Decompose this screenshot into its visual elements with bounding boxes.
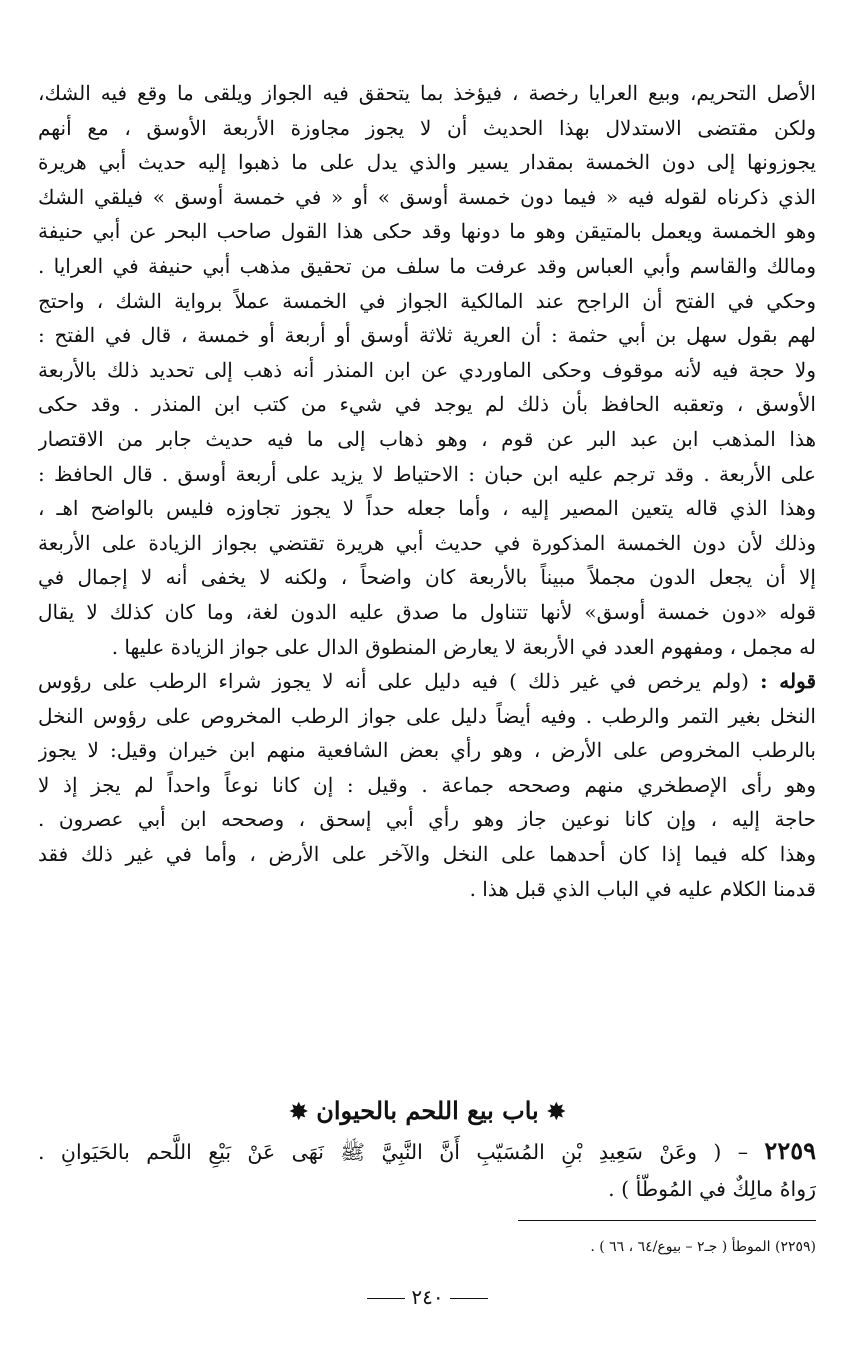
text-line: قدمنا الكلام عليه في الباب الذي قبل هذا . [469, 876, 816, 901]
page-dash-right [450, 1298, 488, 1299]
text-line: ولا حجة فيه لأنه موقوف وحكى الماوردي عن ابن المنذر أنه ذهب إلى تحديد ذلك بالأربعة [38, 357, 816, 382]
hadith-block [38, 1132, 816, 1208]
text-line: له مجمل ، ومفهوم العدد في الأربعة لا يعارض المنطوق الدال على جواز الزيادة عليها . [111, 634, 816, 659]
qawluhu-label: قوله : [760, 669, 816, 694]
footnote-divider [518, 1220, 816, 1221]
page-number: ٢٤٠ [411, 1285, 444, 1309]
text-line: وذلك لأن دون الخمسة المذكورة في حديث أبي هريرة تقتضي بجواز الزيادة على الأربعة [38, 530, 816, 555]
text-line: يجوزونها إلى دون الخمسة بمقدار يسير والذي يدل على ما ذهبوا إليه حديث أبي هريرة [38, 150, 816, 175]
text-line: الذي ذكرناه لقوله فيه « فيما دون خمسة أوسق » أو « في خمسة أوسق » فيلقي الشك [38, 184, 816, 209]
hadith-line: رَواهُ مالِكٌ في المُوطّأ ) . [608, 1177, 816, 1201]
page-dash-left [367, 1298, 405, 1299]
text-line: حاجة إليه ، وإن كانا نوعين جاز وهو رأي أبي إسحق ، وصححه ابن أبي عصرون . [38, 807, 816, 832]
footnote: (٢٢٥٩) الموطأ ( جـ٢ – بيوع/٦٤ ، ٦٦ ) . [590, 1239, 816, 1255]
text-line: على الأربعة . وقد ترجم عليه ابن حبان : الاحتياط لا يزيد على أربعة أوسق . قال الحافظ : [38, 461, 816, 486]
commentary-text [38, 76, 816, 906]
text-line: هذا المذهب ابن عبد البر عن قوم ، وهو ذهاب إلى ما فيه حديث جابر من الاقتصار [38, 426, 816, 451]
qawluhu-text: (ولم يرخص في غير ذلك ) فيه دليل على أنه لا يجوز شراء الرطب على رؤوس [38, 669, 749, 694]
star-ornament-icon: ✸ [289, 1099, 308, 1125]
chapter-title: باب بيع اللحم بالحيوان [316, 1096, 539, 1125]
text-line: النخل بغير التمر والرطب . وفيه أيضاً دليل على جواز الرطب المخروص على رؤوس النخل [38, 703, 816, 728]
hadith-line [38, 1132, 816, 1170]
text-line: الأوسق ، وتعقبه الحافظ بأن ذلك لم يوجد في شيء من كتب ابن المنذر . وقد حكى [38, 392, 816, 417]
star-ornament-icon: ✸ [547, 1099, 566, 1125]
text-line: وحكي في الفتح أن الراجح عند المالكية الجواز في الخمسة عملاً برواية الشك ، واحتج [38, 288, 816, 313]
text-line: وهو الخمسة ويعمل بالمتيقن وهو ما دونها وقد حكى هذا القول صاحب البحر عن أبي حنيفة [38, 219, 816, 244]
text-line: ومالك والقاسم وأبي العباس وقد عرفت ما سلف من تحقيق مذهب أبي حنيفة في العرايا . [38, 253, 816, 278]
text-line: الأصل التحريم، وبيع العرايا رخصة ، فيؤخذ بما يتحقق فيه الجواز ويلقى ما وقع فيه الشك، [38, 81, 816, 105]
text-line: وهذا كله فيما إذا كان أحدهما على النخل والآخر على الأرض ، وأما في غير ذلك فقد [38, 842, 816, 867]
page-number-block [0, 1282, 855, 1312]
text-line: قوله «دون خمسة أوسق» لأنها تتناول ما صدق عليه الدون لغة، وما كان كذلك لا يقال [38, 599, 816, 624]
text-line: إلا أن يجعل الدون مجملاً مبيناً بالأربعة كان واضحاً ، ولكنه لا يخفى أنه لا إجمال في [38, 565, 816, 590]
text-line: لهم بقول سهل بن أبي حثمة : أن العرية ثلاثة أوسق أو أربعة أو خمسة ، قال في الفتح : [38, 323, 816, 348]
text-line: وهو رأى الإصطخري منهم وصححه جماعة . وقيل : إن كانا نوعاً واحداً لم يجز إذ لا [38, 772, 816, 797]
text-line: بالرطب المخروص على الأرض ، وهو رأي بعض الشافعية منهم ابن خيران وقيل: لا يجوز [38, 738, 816, 763]
qawluhu-line [38, 664, 816, 699]
hadith-number: ٢٢٥٩ [764, 1136, 816, 1165]
text-line: وهذا الذي قاله يتعين المصير إليه ، وأما جعله حداً لا يجوز تجاوزه فليس بالواضح اهـ ، [38, 496, 816, 521]
hadith-text: – ( وعَنْ سَعِيدِ بْنِ المُسَيّبِ أَنَّ النَّبِيَّ ﷺ نَهَى عَنْ بَيْعِ اللَّحم بالحَيَوانِ . [38, 1140, 749, 1164]
text-line: ولكن مقتضى الاستدلال بهذا الحديث أن لا يجوز مجاوزة الأربعة الأوسق ، مع أنهم [38, 115, 816, 140]
chapter-heading [0, 1094, 855, 1129]
